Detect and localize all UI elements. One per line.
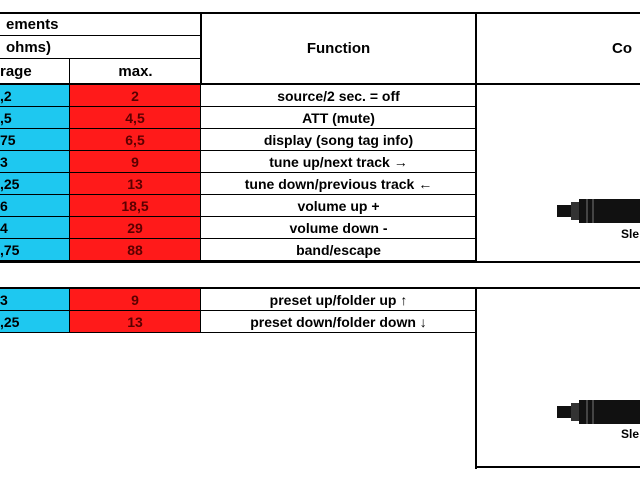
table-row	[0, 289, 476, 311]
min-cell: 6	[0, 195, 70, 217]
header-col-divider-b	[475, 12, 477, 85]
group2-table	[0, 289, 476, 333]
table-row	[0, 217, 476, 239]
table-row	[0, 173, 476, 195]
max-cell: 6,5	[70, 129, 201, 151]
function-cell: volume up +	[201, 195, 476, 217]
table-row	[0, 151, 476, 173]
connector-area-1	[477, 85, 640, 261]
table-row	[0, 311, 476, 333]
header-title-partial: ements	[6, 16, 59, 33]
plug-label-partial: Sle	[621, 427, 640, 441]
function-cell: tune up/next track →	[201, 151, 476, 173]
max-cell: 4,5	[70, 107, 201, 129]
header-unit-partial: ohms)	[6, 39, 51, 56]
plug-label-partial: Sle	[621, 227, 640, 241]
table-row	[0, 129, 476, 151]
min-cell: ,75	[0, 239, 70, 261]
header-max-label: max.	[118, 63, 153, 80]
function-cell: preset down/folder down ↓	[201, 311, 476, 333]
min-cell: ,5	[0, 107, 70, 129]
table-row	[0, 85, 476, 107]
max-cell: 9	[70, 151, 201, 173]
group1-table	[0, 85, 476, 261]
function-cell: display (song tag info)	[201, 129, 476, 151]
min-cell: ,2	[0, 85, 70, 107]
min-cell: 3	[0, 151, 70, 173]
jack-plug-icon	[557, 397, 640, 427]
min-cell: 4	[0, 217, 70, 239]
max-cell: 13	[70, 173, 201, 195]
function-cell: ATT (mute)	[201, 107, 476, 129]
table-row	[0, 107, 476, 129]
function-cell: tune down/previous track ←	[201, 173, 476, 195]
min-cell: 3	[0, 289, 70, 311]
top-border	[0, 12, 640, 14]
header-block	[0, 12, 640, 85]
group2-connector-bottom	[477, 466, 640, 468]
max-cell: 18,5	[70, 195, 201, 217]
max-cell: 9	[70, 289, 201, 311]
header-divider-1	[0, 35, 201, 36]
header-divider-2	[0, 58, 201, 59]
table-row	[0, 239, 476, 261]
function-cell: volume down -	[201, 217, 476, 239]
min-cell: ,25	[0, 311, 70, 333]
jack-plug-icon	[557, 196, 640, 226]
table-row	[0, 195, 476, 217]
max-cell: 29	[70, 217, 201, 239]
max-cell: 88	[70, 239, 201, 261]
function-cell: source/2 sec. = off	[201, 85, 476, 107]
max-cell: 2	[70, 85, 201, 107]
header-range-partial: rage	[0, 63, 32, 80]
max-cell: 13	[70, 311, 201, 333]
header-function-label: Function	[306, 40, 371, 57]
min-cell: ,25	[0, 173, 70, 195]
min-cell: 75	[0, 129, 70, 151]
group1-bottom-border	[0, 261, 640, 263]
header-connector-partial: Co	[612, 40, 632, 57]
function-cell: preset up/folder up ↑	[201, 289, 476, 311]
connector-area-2	[477, 289, 640, 466]
function-cell: band/escape	[201, 239, 476, 261]
